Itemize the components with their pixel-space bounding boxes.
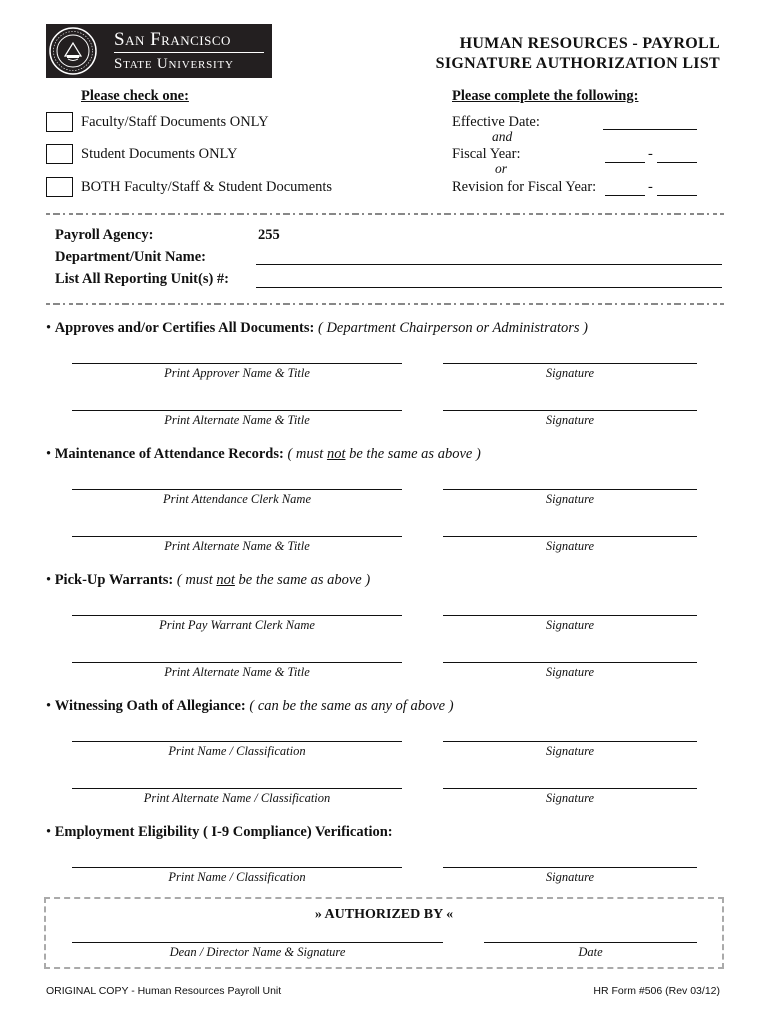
approver-signature-field[interactable]	[443, 363, 697, 364]
warrant-signature-caption: Signature	[545, 618, 595, 632]
oath-alternate-signature-field[interactable]	[443, 788, 697, 789]
warrant-clerk-field[interactable]	[72, 615, 402, 616]
option-both-label: BOTH Faculty/Staff & Student Documents	[81, 179, 333, 195]
checkbox-student[interactable]	[46, 144, 73, 164]
authorized-by-title: » AUTHORIZED BY «	[314, 907, 454, 922]
warrant-clerk-caption: Print Pay Warrant Clerk Name	[159, 618, 315, 632]
fiscal-year-start-field[interactable]	[605, 162, 645, 163]
approver-signature-caption: Signature	[545, 366, 595, 380]
oath-name-field[interactable]	[72, 741, 402, 742]
fiscal-year-dash: -	[648, 146, 653, 162]
i9-signature-field[interactable]	[443, 867, 697, 868]
warrant-alternate-signature-caption: Signature	[545, 665, 595, 679]
oath-signature-field[interactable]	[443, 741, 697, 742]
revision-dash: -	[648, 179, 653, 195]
approves-heading: • Approves and/or Certifies All Documents: ( Department Chairperson or Administrators )	[46, 320, 588, 336]
form-title-line-1: HUMAN RESOURCES - PAYROLL	[459, 35, 720, 52]
effective-date-label: Effective Date:	[452, 114, 540, 130]
or-label: or	[495, 161, 508, 176]
revision-start-field[interactable]	[605, 195, 645, 196]
oath-name-caption: Print Name / Classification	[168, 744, 306, 758]
check-one-heading: Please check one:	[81, 88, 189, 104]
attendance-clerk-field[interactable]	[72, 489, 402, 490]
attendance-alternate-signature-field[interactable]	[443, 536, 697, 537]
approver-alternate-name-caption: Print Alternate Name & Title	[164, 413, 310, 427]
footer-right: HR Form #506 (Rev 03/12)	[593, 985, 720, 997]
warrant-alternate-name-field[interactable]	[72, 662, 402, 663]
fiscal-year-label: Fiscal Year:	[452, 146, 521, 162]
logo-line-1: San Francisco	[114, 29, 231, 50]
approver-alternate-signature-caption: Signature	[545, 413, 595, 427]
i9-name-caption: Print Name / Classification	[168, 870, 306, 884]
attendance-alternate-signature-caption: Signature	[545, 539, 595, 553]
reporting-units-label: List All Reporting Unit(s) #:	[55, 271, 229, 287]
oath-alternate-name-field[interactable]	[72, 788, 402, 789]
attendance-clerk-caption: Print Attendance Clerk Name	[162, 492, 311, 506]
logo-line-2: State University	[114, 56, 234, 72]
i9-signature-caption: Signature	[545, 870, 595, 884]
warrants-heading: • Pick-Up Warrants: ( must not be the same as above )	[46, 572, 371, 588]
form-title-line-2: SIGNATURE AUTHORIZATION LIST	[435, 55, 720, 72]
authorized-date-caption: Date	[578, 945, 603, 959]
approver-name-caption: Print Approver Name & Title	[164, 366, 310, 380]
oath-alternate-signature-caption: Signature	[545, 791, 595, 805]
attendance-signature-field[interactable]	[443, 489, 697, 490]
i9-name-field[interactable]	[72, 867, 402, 868]
attendance-alternate-name-caption: Print Alternate Name & Title	[164, 539, 310, 553]
dean-director-field[interactable]	[72, 942, 443, 943]
warrant-signature-field[interactable]	[443, 615, 697, 616]
revision-end-field[interactable]	[657, 195, 697, 196]
checkbox-faculty-staff[interactable]	[46, 112, 73, 132]
approver-alternate-name-field[interactable]	[72, 410, 402, 411]
footer-left: ORIGINAL COPY - Human Resources Payroll Unit	[46, 985, 282, 997]
oath-heading: • Witnessing Oath of Allegiance: ( can be the same as any of above )	[46, 698, 454, 714]
department-label: Department/Unit Name:	[55, 249, 207, 265]
reporting-units-field[interactable]	[256, 287, 722, 288]
oath-signature-caption: Signature	[545, 744, 595, 758]
checkbox-both[interactable]	[46, 177, 73, 197]
separator-1	[46, 211, 724, 217]
authorized-date-field[interactable]	[484, 942, 697, 943]
attendance-alternate-name-field[interactable]	[72, 536, 402, 537]
option-student-label: Student Documents ONLY	[81, 146, 238, 162]
dean-director-caption: Dean / Director Name & Signature	[169, 945, 346, 959]
university-seal-icon	[46, 24, 100, 78]
revision-label: Revision for Fiscal Year:	[452, 179, 597, 195]
fiscal-year-end-field[interactable]	[657, 162, 697, 163]
warrant-alternate-name-caption: Print Alternate Name & Title	[164, 665, 310, 679]
attendance-heading: • Maintenance of Attendance Records: ( must not be the same as above )	[46, 446, 481, 462]
oath-alternate-name-caption: Print Alternate Name / Classification	[143, 791, 331, 805]
separator-2	[46, 301, 724, 307]
payroll-agency-label: Payroll Agency:	[55, 227, 154, 243]
complete-heading: Please complete the following:	[452, 88, 639, 104]
option-faculty-staff-label: Faculty/Staff Documents ONLY	[81, 114, 269, 130]
attendance-signature-caption: Signature	[545, 492, 595, 506]
and-label: and	[492, 129, 513, 144]
approver-name-field[interactable]	[72, 363, 402, 364]
department-field[interactable]	[256, 264, 722, 265]
effective-date-field[interactable]	[603, 129, 697, 130]
approver-alternate-signature-field[interactable]	[443, 410, 697, 411]
i9-heading: • Employment Eligibility ( I-9 Compliance) Verification:	[46, 824, 393, 840]
warrant-alternate-signature-field[interactable]	[443, 662, 697, 663]
university-logo	[46, 24, 272, 78]
payroll-agency-value: 255	[258, 227, 280, 243]
